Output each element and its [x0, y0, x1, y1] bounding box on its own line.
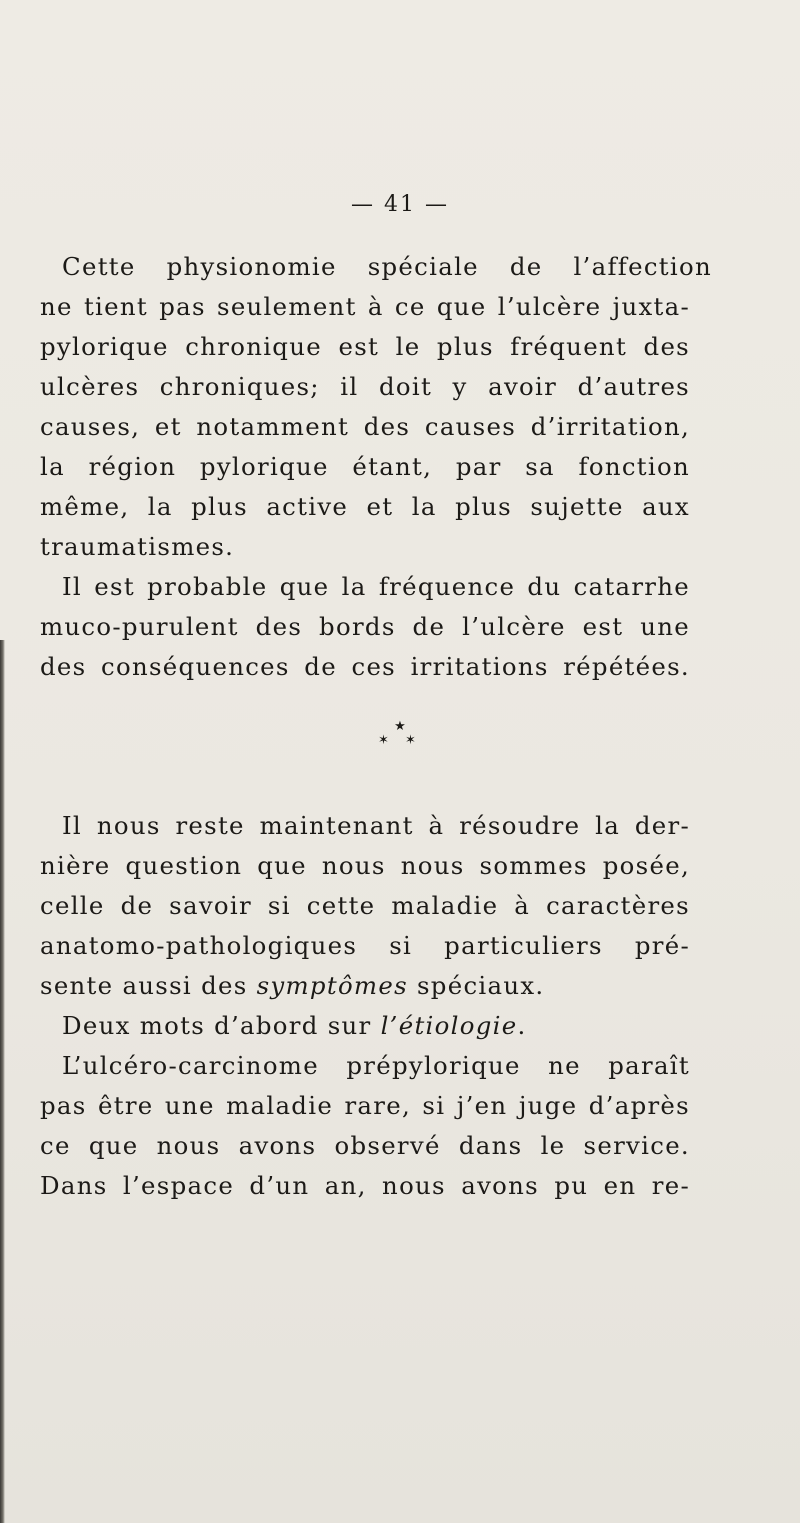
text-segment: . — [517, 1011, 527, 1040]
section-break-asterism — [0, 720, 800, 748]
text-line: ne tient pas seulement à ce que l’ulcère juxta- — [40, 292, 690, 321]
text-line: Il nous reste maintenant à résoudre la der- — [62, 811, 690, 840]
text-line — [62, 1009, 527, 1043]
text-line: Dans l’espace d’un an, nous avons pu en re- — [40, 1171, 690, 1200]
page-edge-shadow — [0, 640, 5, 1523]
text-line: pylorique chronique est le plus fréquent des — [40, 332, 690, 361]
text-segment: spéciaux. — [407, 971, 545, 1000]
text-line: causes, et notamment des causes d’irritation, — [40, 412, 690, 441]
text-line: ulcères chroniques; il doit y avoir d’autres — [40, 372, 690, 401]
text-line: celle de savoir si cette maladie à caractères — [40, 891, 690, 920]
text-line: pas être une maladie rare, si j’en juge d’après — [40, 1091, 690, 1120]
text-line: Il est probable que la fréquence du catarrhe — [62, 572, 690, 601]
star-pair-icon: ✶ ✶ — [378, 733, 422, 748]
text-line: la région pylorique étant, par sa fonction — [40, 452, 690, 481]
text-line: anatomo-pathologiques si particuliers pré- — [40, 931, 690, 960]
text-line: muco-purulent des bords de l’ulcère est une — [40, 612, 690, 641]
text-line: même, la plus active et la plus sujette aux — [40, 492, 690, 521]
star-icon: ★ — [394, 719, 406, 734]
text-line: L’ulcéro-carcinome prépylorique ne paraît — [62, 1051, 690, 1080]
text-line: des conséquences de ces irritations répétées. — [40, 652, 690, 681]
italic-term: symptômes — [256, 971, 408, 1000]
text-segment: sente aussi des — [40, 971, 257, 1000]
text-line: nière question que nous nous sommes posée, — [40, 851, 690, 880]
text-line: Cette physionomie spéciale de l’affection — [62, 252, 712, 281]
text-line — [40, 969, 544, 1003]
italic-term: l’étiologie — [380, 1011, 518, 1040]
text-line: ce que nous avons observé dans le service. — [40, 1131, 690, 1160]
page-number: — 41 — — [351, 192, 449, 217]
text-line: traumatismes. — [40, 532, 235, 561]
text-segment: Deux mots d’abord sur — [62, 1011, 381, 1040]
